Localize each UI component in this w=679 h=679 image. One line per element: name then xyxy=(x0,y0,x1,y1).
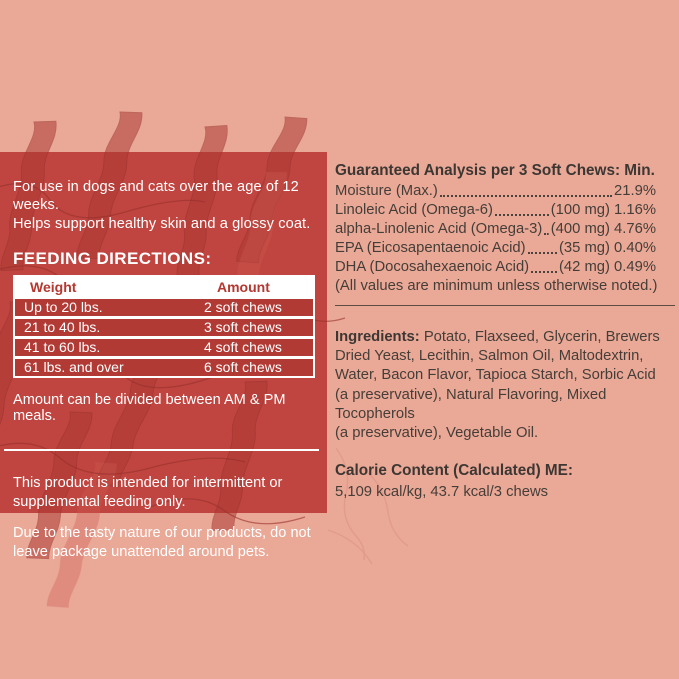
minimum-values-note: (All values are minimum unless otherwise noted.) xyxy=(335,278,658,294)
weight-cell: 61 lbs. and over xyxy=(24,359,124,376)
ingredients-line: (a preservative), Vegetable Oil. xyxy=(335,425,539,442)
analysis-row xyxy=(335,258,676,277)
table-row xyxy=(15,299,313,317)
calorie-content-heading: Calorie Content (Calculated) ME: xyxy=(335,462,573,480)
dot-leader xyxy=(544,220,548,235)
amount-column-header: Amount xyxy=(217,278,270,295)
package-safety-disclaimer xyxy=(13,524,315,562)
weight-cell: 41 to 60 lbs. xyxy=(24,339,101,356)
analysis-value: (35 mg) 0.40% xyxy=(558,240,656,256)
disclaimer-line: Due to the tasty nature of our products, do not xyxy=(13,525,311,542)
table-row xyxy=(15,359,313,377)
analysis-row xyxy=(335,182,676,201)
usage-statement xyxy=(13,178,315,234)
ingredients-line: Dried Yeast, Lecithin, Salmon Oil, Maltodextrin, xyxy=(335,348,644,365)
usage-statement-line: Helps support healthy skin and a glossy coat. xyxy=(13,215,311,232)
feeding-info-panel xyxy=(0,152,327,561)
feeding-table-header xyxy=(15,277,313,296)
analysis-row xyxy=(335,239,676,258)
analysis-label: Linoleic Acid (Omega-6) xyxy=(335,202,493,218)
analysis-value: (42 mg) 0.49% xyxy=(558,259,656,275)
guaranteed-analysis-list xyxy=(335,182,676,277)
feeding-panel-content xyxy=(0,152,327,562)
ingredients-paragraph xyxy=(335,328,676,443)
analysis-value: 21.9% xyxy=(614,183,656,199)
analysis-value: (400 mg) 4.76% xyxy=(550,221,656,237)
amount-cell: 3 soft chews xyxy=(204,319,282,336)
intermittent-feeding-disclaimer xyxy=(13,474,315,512)
amount-cell: 6 soft chews xyxy=(204,359,282,376)
analysis-label: DHA (Docosahexaenoic Acid) xyxy=(335,259,530,275)
weight-cell: 21 to 40 lbs. xyxy=(24,319,101,336)
usage-statement-line: For use in dogs and cats over the age of 12 weeks. xyxy=(13,178,299,214)
feeding-table xyxy=(13,275,315,378)
ingredients-label: Ingredients: xyxy=(335,329,420,345)
dot-leader xyxy=(531,258,557,273)
ingredients-line: (a preservative), Natural Flavoring, Mixed Tocopherols xyxy=(335,386,607,422)
weight-column-header: Weight xyxy=(30,278,77,295)
ingredients-text: Potato, Flaxseed, Glycerin, Brewers xyxy=(423,329,660,345)
ingredients-line xyxy=(335,328,676,347)
analysis-row xyxy=(335,201,676,220)
dot-leader xyxy=(528,239,557,254)
guaranteed-analysis-title: Guaranteed Analysis per 3 Soft Chews: Min. xyxy=(335,162,655,179)
disclaimer-line: supplemental feeding only. xyxy=(13,494,186,511)
weight-cell: Up to 20 lbs. xyxy=(24,299,103,316)
table-row xyxy=(15,339,313,357)
table-row xyxy=(15,319,313,337)
analysis-label: alpha-Linolenic Acid (Omega-3) xyxy=(335,221,543,237)
disclaimer-line: leave package unattended around pets. xyxy=(13,544,270,561)
dot-leader xyxy=(495,201,549,216)
analysis-row xyxy=(335,220,676,239)
section-divider xyxy=(335,305,675,306)
dot-leader xyxy=(440,182,612,197)
panel-divider xyxy=(4,449,319,451)
amount-cell: 2 soft chews xyxy=(204,299,282,316)
feeding-directions-heading: FEEDING DIRECTIONS: xyxy=(13,249,212,269)
calorie-content-value: 5,109 kcal/kg, 43.7 kcal/3 chews xyxy=(335,484,549,501)
dosage-split-note: Amount can be divided between AM & PM meals. xyxy=(13,392,286,425)
analysis-ingredients-panel xyxy=(335,161,676,502)
amount-cell: 4 soft chews xyxy=(204,339,282,356)
disclaimer-line: This product is intended for intermittent or xyxy=(13,475,283,492)
analysis-label: EPA (Eicosapentaenoic Acid) xyxy=(335,240,526,256)
analysis-value: (100 mg) 1.16% xyxy=(550,202,656,218)
ingredients-line: Water, Bacon Flavor, Tapioca Starch, Sorbic Acid xyxy=(335,367,656,384)
analysis-label: Moisture (Max.) xyxy=(335,183,438,199)
